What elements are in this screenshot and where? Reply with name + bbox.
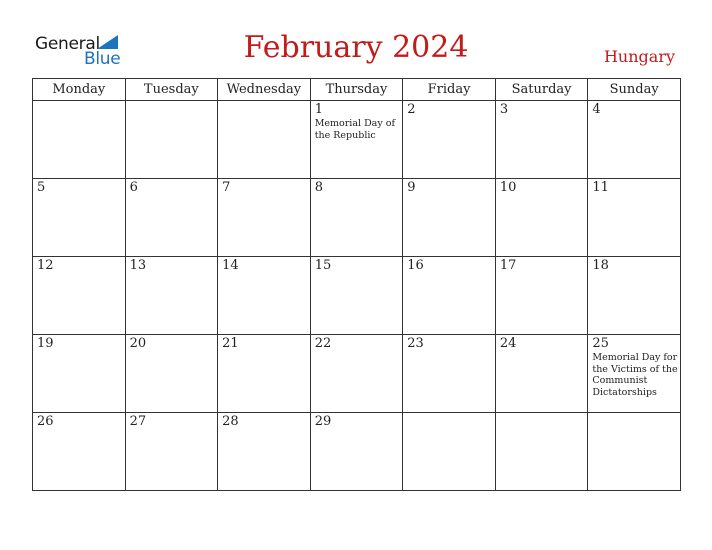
day-number: 11 <box>592 180 609 195</box>
day-number: 21 <box>222 336 239 351</box>
day-cell <box>588 257 681 335</box>
day-cell <box>218 257 311 335</box>
day-cell <box>495 413 588 491</box>
day-cell <box>588 413 681 491</box>
day-cell <box>495 101 588 179</box>
day-number: 22 <box>314 336 332 351</box>
day-cell <box>403 101 496 179</box>
day-number: 17 <box>499 258 517 273</box>
day-number: 20 <box>129 336 147 351</box>
day-number: 16 <box>407 258 424 273</box>
day-cell <box>125 101 218 179</box>
week-row <box>33 335 681 413</box>
day-number: 19 <box>37 336 54 351</box>
day-cell <box>125 257 218 335</box>
day-cell <box>588 179 681 257</box>
day-number: 6 <box>129 180 138 195</box>
day-number: 9 <box>407 180 416 195</box>
day-cell <box>495 335 588 413</box>
day-cell <box>495 179 588 257</box>
weekday-header: Wednesday <box>218 79 311 101</box>
day-number: 18 <box>592 258 609 273</box>
day-cell <box>310 257 403 335</box>
day-cell <box>33 335 126 413</box>
day-number: 24 <box>499 336 517 351</box>
day-number: 29 <box>314 414 332 429</box>
day-number: 26 <box>37 414 54 429</box>
day-number <box>588 413 680 414</box>
calendar-title: February 2024 <box>243 30 469 65</box>
weekday-header: Tuesday <box>125 79 218 101</box>
day-number <box>126 101 218 102</box>
day-cell <box>310 335 403 413</box>
day-cell <box>125 413 218 491</box>
weekday-header: Thursday <box>310 79 403 101</box>
day-number: 12 <box>37 258 54 273</box>
weekday-header: Sunday <box>588 79 681 101</box>
day-number: 1 <box>314 102 323 117</box>
day-number: 13 <box>129 258 147 273</box>
country-label: Hungary <box>603 47 675 66</box>
day-cell <box>218 335 311 413</box>
holiday-label: Memorial Day for the Victims of the Communist Dictatorships <box>592 352 678 398</box>
holiday-label: Memorial Day of the Republic <box>314 118 395 141</box>
day-cell <box>33 257 126 335</box>
day-cell <box>125 179 218 257</box>
day-number: 27 <box>129 414 147 429</box>
day-number <box>403 413 495 414</box>
day-cell <box>495 257 588 335</box>
day-number: 23 <box>407 336 424 351</box>
day-number <box>33 101 125 102</box>
week-row <box>33 101 681 179</box>
day-number: 10 <box>499 180 517 195</box>
day-cell <box>403 257 496 335</box>
day-number: 28 <box>222 414 239 429</box>
day-cell <box>218 413 311 491</box>
day-cell <box>33 179 126 257</box>
day-number: 8 <box>314 180 323 195</box>
day-number <box>496 413 588 414</box>
day-number: 14 <box>222 258 239 273</box>
weekday-header: Monday <box>33 79 126 101</box>
day-number: 25 <box>592 336 609 351</box>
day-cell <box>403 179 496 257</box>
weekday-header: Friday <box>403 79 496 101</box>
day-number: 2 <box>407 102 416 117</box>
day-number <box>218 101 310 102</box>
calendar-grid <box>32 78 681 491</box>
day-cell <box>33 413 126 491</box>
weekday-header-row <box>33 79 681 101</box>
weekday-header: Saturday <box>495 79 588 101</box>
day-cell <box>310 101 403 179</box>
day-cell <box>588 335 681 413</box>
day-cell <box>218 179 311 257</box>
week-row <box>33 179 681 257</box>
day-cell <box>403 335 496 413</box>
week-row <box>33 257 681 335</box>
logo-text-general: General <box>35 34 100 54</box>
week-row <box>33 413 681 491</box>
day-cell <box>218 101 311 179</box>
day-cell <box>33 101 126 179</box>
day-cell <box>125 335 218 413</box>
day-number: 4 <box>592 102 601 117</box>
day-cell <box>588 101 681 179</box>
day-number: 15 <box>314 258 332 273</box>
day-number: 3 <box>499 102 509 117</box>
day-number: 7 <box>222 180 231 195</box>
day-number: 5 <box>37 180 46 195</box>
logo-text-blue: Blue <box>84 49 121 69</box>
day-cell <box>310 413 403 491</box>
day-cell <box>403 413 496 491</box>
day-cell <box>310 179 403 257</box>
